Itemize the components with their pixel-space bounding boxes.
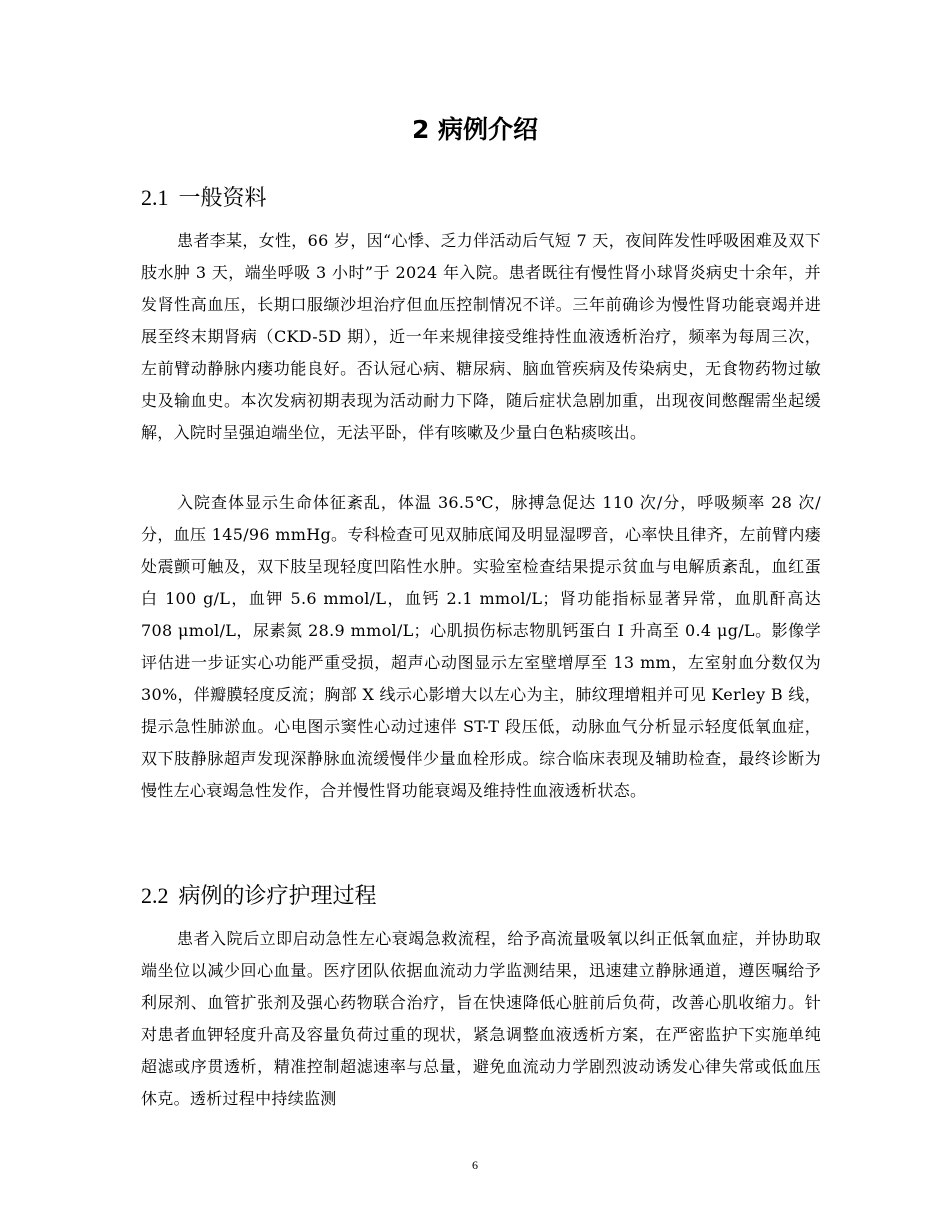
section-number: 2.1: [141, 185, 169, 210]
paragraph-admission-exam: 入院查体显示生命体征紊乱，体温 36.5℃，脉搏急促达 110 次/分，呼吸频率 28 次/分，血压 145/96 mmHg。专科检查可见双肺底闻及明显湿啰音，心率快且律齐，左前臂内瘘处震颤可触及，双下肢呈现轻度凹陷性水肿。实验室检查结果提示贫血与电解质紊乱，血红蛋白 100 g/L，血钾 5.6 mmol/L，血钙 2.1 mmol/L；肾功能指标显著异常，血肌酐高达 708 μmol/L，尿素氮 28.9 mmol/L；心肌损伤标志物肌钙蛋白 I 升高至 0.4 μg/L。影像学评估进一步证实心功能严重受损，超声心动图显示左室壁增厚至 13 mm，左室射血分数仅为 30%，伴瓣膜轻度反流；胸部 X 线示心影增大以左心为主，肺纹理增粗并可见 Kerley B 线，提示急性肺淤血。心电图示窦性心动过速伴 ST-T 段压低，动脉血气分析显示轻度低氧血症，双下肢静脉超声发现深静脉血流缓慢伴少量血栓形成。综合临床表现及辅助检查，最终诊断为慢性左心衰竭急性发作，合并慢性肾功能衰竭及维持性血液透析状态。: [141, 493, 821, 800]
section-title-text: 病例的诊疗护理过程: [178, 884, 377, 909]
paragraph-treatment: 患者入院后立即启动急性左心衰竭急救流程，给予高流量吸氧以纠正低氧血症，并协助取端坐位以减少回心血量。医疗团队依据血流动力学监测结果，迅速建立静脉通道，遵医嘱给予利尿剂、血管扩张剂及强心药物联合治疗，旨在快速降低心脏前后负荷，改善心肌收缩力。针对患者血钾轻度升高及容量负荷过重的现状，紧急调整血液透析方案，在严密监护下实施单纯超滤或序贯透析，精准控制超滤速率与总量，避免血流动力学剧烈波动诱发心律失常或低血压休克。透析过程中持续监测: [141, 929, 821, 1108]
section-heading-treatment-process: [141, 880, 377, 913]
section-heading-general-info: [141, 182, 267, 215]
section-number: 2.2: [141, 883, 169, 908]
paragraph-patient-history: 患者李某，女性，66 岁，因“心悸、乏力伴活动后气短 7 天，夜间阵发性呼吸困难及双下肢水肿 3 天，端坐呼吸 3 小时”于 2024 年入院。患者既往有慢性肾小球肾炎病史十余年，并发肾性高血压，长期口服缬沙坦治疗但血压控制情况不详。三年前确诊为慢性肾功能衰竭并进展至终末期肾病（CKD-5D 期），近一年来规律接受维持性血液透析治疗，频率为每周三次，左前臂动静脉内瘘功能良好。否认冠心病、糖尿病、脑血管疾病及传染病史，无食物药物过敏史及输血史。本次发病初期表现为活动耐力下降，随后症状急剧加重，出现夜间憋醒需坐起缓解，入院时呈强迫端坐位，无法平卧，伴有咳嗽及少量白色粘痰咳出。: [141, 231, 821, 442]
page-number: 6: [472, 1158, 478, 1172]
section-title-text: 一般资料: [178, 186, 267, 211]
chapter-title: 2 病例介绍: [411, 115, 539, 144]
